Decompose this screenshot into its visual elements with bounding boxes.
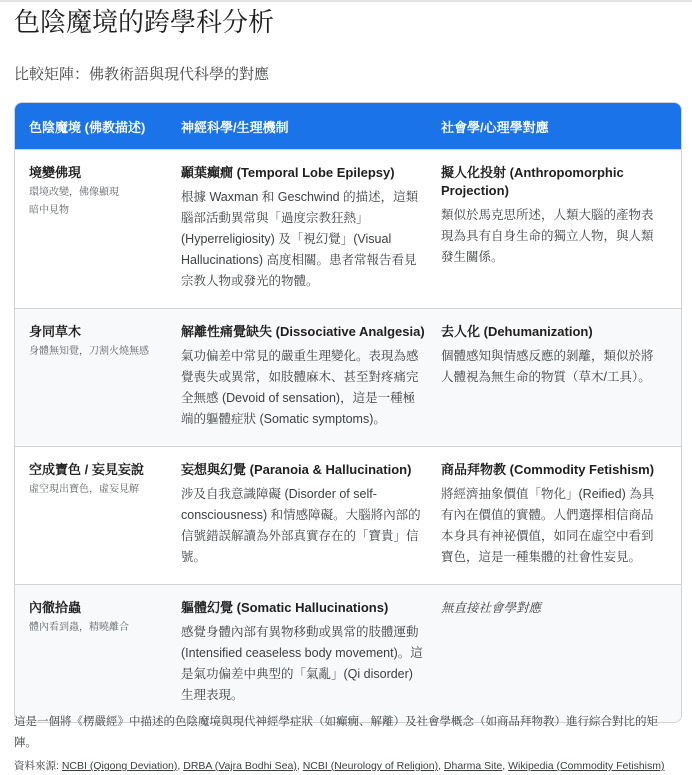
table-row bbox=[15, 584, 681, 722]
top-divider bbox=[0, 0, 692, 2]
term-note: 身體無知覺，刀割火燒無感 bbox=[29, 346, 149, 357]
buddhist-term: 身同草木 bbox=[29, 324, 82, 339]
neuro-title: 解離性痛覺缺失 (Dissociative Analgesia) bbox=[181, 324, 425, 339]
neuro-desc: 根據 Waxman 和 Geschwind 的描述，這類腦部活動異常與「過度宗教狂熱」(Hyperreligiosity) 及「視幻覺」(Visual Hallucinations) 高度相關。患者常報告看見宗教人物或發光的物體。 bbox=[181, 190, 419, 288]
summary-text: 這是一個將《楞嚴經》中描述的色陰魔境與現代神經學症狀（如癲癇、解離）及社會學概念（如商品拜物教）進行綜合對比的矩陣。 bbox=[14, 716, 658, 749]
source-link-dharma-site[interactable]: Dharma Site bbox=[443, 760, 503, 772]
neuro-title: 顳葉癲癇 (Temporal Lobe Epilepsy) bbox=[181, 165, 395, 180]
sources-label: 資料來源: bbox=[14, 760, 62, 772]
buddhist-term: 空成寶色 / 妄見妄說 bbox=[29, 462, 144, 477]
neuro-title: 軀體幻覺 (Somatic Hallucinations) bbox=[181, 600, 389, 615]
buddhist-term: 內徹拾蟲 bbox=[29, 600, 82, 615]
term-note: 環境改變，佛像顯現 bbox=[29, 187, 119, 198]
header-social: 社會學/心理學對應 bbox=[441, 119, 549, 135]
table-subtitle: 比較矩陣：佛教術語與現代科學的對應 bbox=[14, 66, 270, 83]
neuro-desc: 涉及自我意識障礙 (Disorder of self-consciousness) 和情感障礙。大腦將內部的信號錯誤解讀為外部真實存在的「寶貴」信號。 bbox=[181, 487, 421, 564]
sources-line: 資料來源: NCBI (Qigong Deviation), DRBA (Vajra Bodhi Sea), NCBI (Neurology of Religion), Dharma Site, Wikipedia (Commodity Fetishism) bbox=[14, 760, 665, 772]
source-link-ncbi-neurology[interactable]: NCBI (Neurology of Religion) bbox=[302, 760, 439, 772]
comparison-table bbox=[14, 102, 682, 723]
social-none: 無直接社會學對應 bbox=[441, 601, 542, 615]
source-link-drba[interactable]: DRBA (Vajra Bodhi Sea) bbox=[183, 760, 297, 772]
term-note: 體內看到蟲，精曉離合 bbox=[29, 622, 129, 633]
term-note: 暗中見物 bbox=[29, 205, 69, 216]
social-desc: 類似於馬克思所述，人類大腦的產物表現為具有自身生命的獨立人物，與人類發生關係。 bbox=[441, 208, 654, 264]
neuro-desc: 感覺身體內部有異物移動或異常的肢體運動 (Intensified ceaseless body movement)。這是氣功偏差中典型的「氣亂」(Qi disorder) 生理表現。 bbox=[181, 625, 423, 702]
neuro-desc: 氣功偏差中常見的嚴重生理變化。表現為感覺喪失或異常，如肢體麻木、甚至對疼痛完全無感 (Devoid of sensation)，這是一種極端的軀體症狀 (Somatic symptoms)。 bbox=[181, 349, 419, 426]
table-row bbox=[15, 149, 681, 308]
page-title: 色陰魔境的跨學科分析 bbox=[14, 7, 275, 37]
header-buddhist: 色陰魔境 (佛教描述) bbox=[29, 119, 146, 135]
table-row bbox=[15, 446, 681, 584]
term-note: 虛空現出寶色，虛妄見解 bbox=[29, 484, 139, 495]
social-desc: 將經濟抽象價值「物化」(Reified) 為具有內在價值的實體。人們選擇相信商品本身具有神祕價值，如同在虛空中看到寶色，這是一種集體的社會性妄見。 bbox=[441, 487, 655, 564]
source-link-ncbi-qigong[interactable]: NCBI (Qigong Deviation) bbox=[61, 760, 178, 772]
table-header-row bbox=[15, 103, 681, 149]
header-neuro: 神經科學/生理機制 bbox=[181, 119, 289, 135]
social-title: 商品拜物教 (Commodity Fetishism) bbox=[441, 462, 655, 477]
social-title: 去人化 (Dehumanization) bbox=[441, 324, 593, 339]
social-desc: 個體感知與情感反應的剝離，類似於將人體視為無生命的物質（草木/工具）。 bbox=[441, 349, 654, 384]
table-row bbox=[15, 308, 681, 446]
social-title: 擬人化投射 (Anthropomorphic Projection) bbox=[441, 165, 624, 198]
neuro-title: 妄想與幻覺 (Paranoia & Hallucination) bbox=[181, 462, 412, 477]
buddhist-term: 境變佛現 bbox=[29, 165, 82, 180]
source-link-wikipedia[interactable]: Wikipedia (Commodity Fetishism) bbox=[508, 760, 665, 772]
